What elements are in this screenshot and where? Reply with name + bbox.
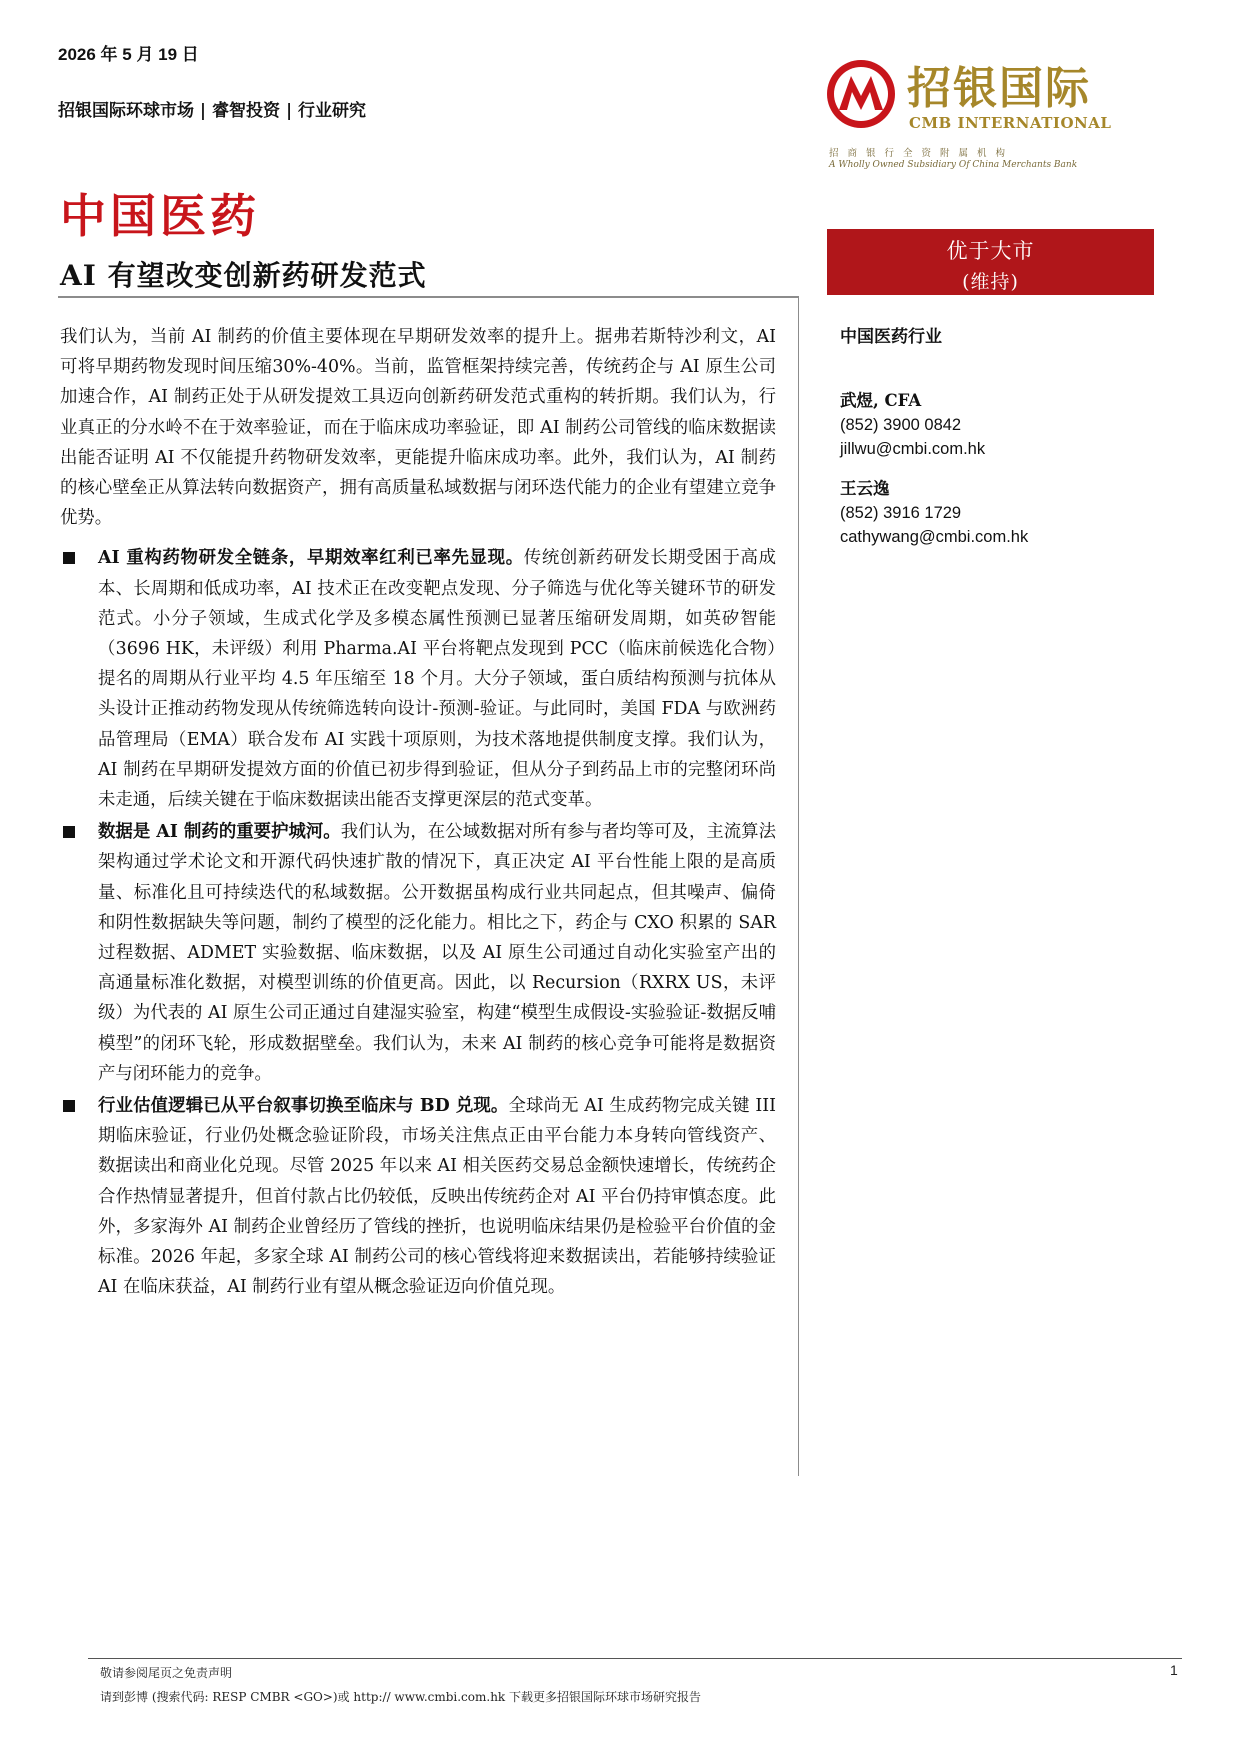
analyst-name: 武煜, CFA <box>840 391 922 410</box>
report-title: AI 有望改变创新药研发范式 <box>60 259 427 292</box>
key-point-lead: 行业估值逻辑已从平台叙事切换至临床与 BD 兑现。 <box>98 1096 509 1117</box>
header-divider <box>58 296 798 298</box>
bullet-square-icon <box>63 552 75 564</box>
column-divider <box>798 296 799 1476</box>
sidebar <box>840 322 1140 565</box>
report-series: 招银国际环球市场 | 睿智投资 | 行业研究 <box>58 101 367 121</box>
rating-sub: (维持) <box>962 271 1019 293</box>
logo-tagline-en: A Wholly Owned Subsidiary Of China Merchants Bank <box>829 160 1078 170</box>
logo-tagline-cn: 招商银行全资附属机构 <box>829 148 1015 159</box>
sector-title: 中国医药 <box>60 189 260 243</box>
analyst-card <box>840 389 1140 461</box>
logo-name-cn: 招银国际 <box>907 63 1091 114</box>
logo-name-en: CMB INTERNATIONAL <box>909 114 1112 132</box>
footer-bloomberg-note: 请到彭博 (搜索代码: RESP CMBR <GO>)或 http:// www.cmbi.com.hk 下载更多招银国际环球市场研究报告 <box>100 1690 702 1704</box>
analyst-email-link[interactable]: cathywang@cmbi.com.hk <box>840 528 1029 546</box>
bullet-square-icon <box>63 826 75 838</box>
footer-divider <box>88 1658 1182 1659</box>
key-point-body: 全球尚无 AI 生成药物完成关键 III 期临床验证，行业仍处概念验证阶段，市场关注焦点正由平台能力本身转向管线资产、数据读出和商业化兑现。尽管 2025 年以来 AI 相关医药交易总金额快速增长，传统药企合作热情显著提升，但首付款占比仍较低，反映出传统药企对 AI 平台仍持审慎态度。此外，多家海外 AI 制药企业曾经历了管线的挫折，也说明临床结果仍是检验平台价值的金标准。2026 年起，多家全球 AI 制药公司的核心管线将迎来数据读出，若能够持续验证 AI 在临床获益，AI 制药行业有望从概念验证迈向价值兑现。 <box>98 1096 776 1298</box>
rating-main: 优于大市 <box>946 239 1035 263</box>
report-date: 2026 年 5 月 19 日 <box>58 45 199 64</box>
analyst-phone: (852) 3916 1729 <box>840 504 962 522</box>
key-point-3 <box>60 1091 776 1302</box>
cmbi-emblem-icon <box>825 58 897 130</box>
key-point-body: 我们认为，在公域数据对所有参与者均等可及，主流算法架构通过学术论文和开源代码快速扩散的情况下，真正决定 AI 平台性能上限的是高质量、标准化且可持续迭代的私域数据。公开数据虽构成行业共同起点，但其噪声、偏倚和阴性数据缺失等问题，制约了模型的泛化能力。相比之下，药企与 CXO 积累的 SAR 过程数据、ADMET 实验数据、临床数据，以及 AI 原生公司通过自动化实验室产出的高通量标准化数据，对模型训练的价值更高。因此，以 Recursion（RXRX US，未评级）为代表的 AI 原生公司正通过自建湿实验室，构建“模型生成假设-实验验证-数据反哺模型”的闭环飞轮，形成数据壁垒。我们认为，未来 AI 制药的核心竞争可能将是数据资产与闭环能力的竞争。 <box>98 822 776 1084</box>
intro-paragraph: 我们认为，当前 AI 制药的价值主要体现在早期研发效率的提升上。据弗若斯特沙利文，AI 可将早期药物发现时间压缩30%-40%。当前，监管框架持续完善，传统药企与 AI 原生公司加速合作，AI 制药正处于从研发提效工具迈向创新药研发范式重构的转折期。我们认为，行业真正的分水岭不在于效率验证，而在于临床成功率验证，即 AI 制药公司管线的临床数据读出能否证明 AI 不仅能提升药物研发效率，更能提升临床成功率。此外，我们认为，AI 制药的核心壁垒正从算法转向数据资产，拥有高质量私域数据与闭环迭代能力的企业有望建立竞争优势。 <box>60 327 776 529</box>
key-points-list <box>60 543 776 1302</box>
analyst-name: 王云逸 <box>840 479 890 498</box>
analyst-email-link[interactable]: jillwu@cmbi.com.hk <box>840 440 986 458</box>
footer-disclaimer: 敬请参阅尾页之免责声明 <box>100 1666 233 1680</box>
key-point-lead: 数据是 AI 制药的重要护城河。 <box>98 822 341 843</box>
analyst-phone: (852) 3900 0842 <box>840 416 962 434</box>
page-number: 1 <box>1170 1662 1178 1678</box>
key-point-body: 传统创新药研发长期受困于高成本、长周期和低成功率，AI 技术正在改变靶点发现、分子筛选与优化等关键环节的研发范式。小分子领域，生成式化学及多模态属性预测已显著压缩研发周期，如英矽智能（3696 HK，未评级）利用 Pharma.AI 平台将靶点发现到 PCC（临床前候选化合物）提名的周期从行业平均 4.5 年压缩至 18 个月。大分子领域，蛋白质结构预测与抗体从头设计正推动药物发现从传统筛选转向设计-预测-验证。与此同时，美国 FDA 与欧洲药品管理局（EMA）联合发布 AI 实践十项原则，为技术落地提供制度支撑。我们认为，AI 制药在早期研发提效方面的价值已初步得到验证，但从分子到药品上市的完整闭环尚未走通，后续关键在于临床数据读出能否支撑更深层的范式变革。 <box>98 548 776 811</box>
main-body <box>60 322 776 1305</box>
key-point-1 <box>60 543 776 815</box>
industry-label: 中国医药行业 <box>840 327 942 347</box>
key-point-2 <box>60 817 776 1089</box>
rating-badge <box>827 229 1154 295</box>
bullet-square-icon <box>63 1100 75 1112</box>
cmbi-logo <box>825 52 1115 172</box>
analyst-card <box>840 477 1140 549</box>
key-point-lead: AI 重构药物研发全链条，早期效率红利已率先显现。 <box>98 548 524 569</box>
